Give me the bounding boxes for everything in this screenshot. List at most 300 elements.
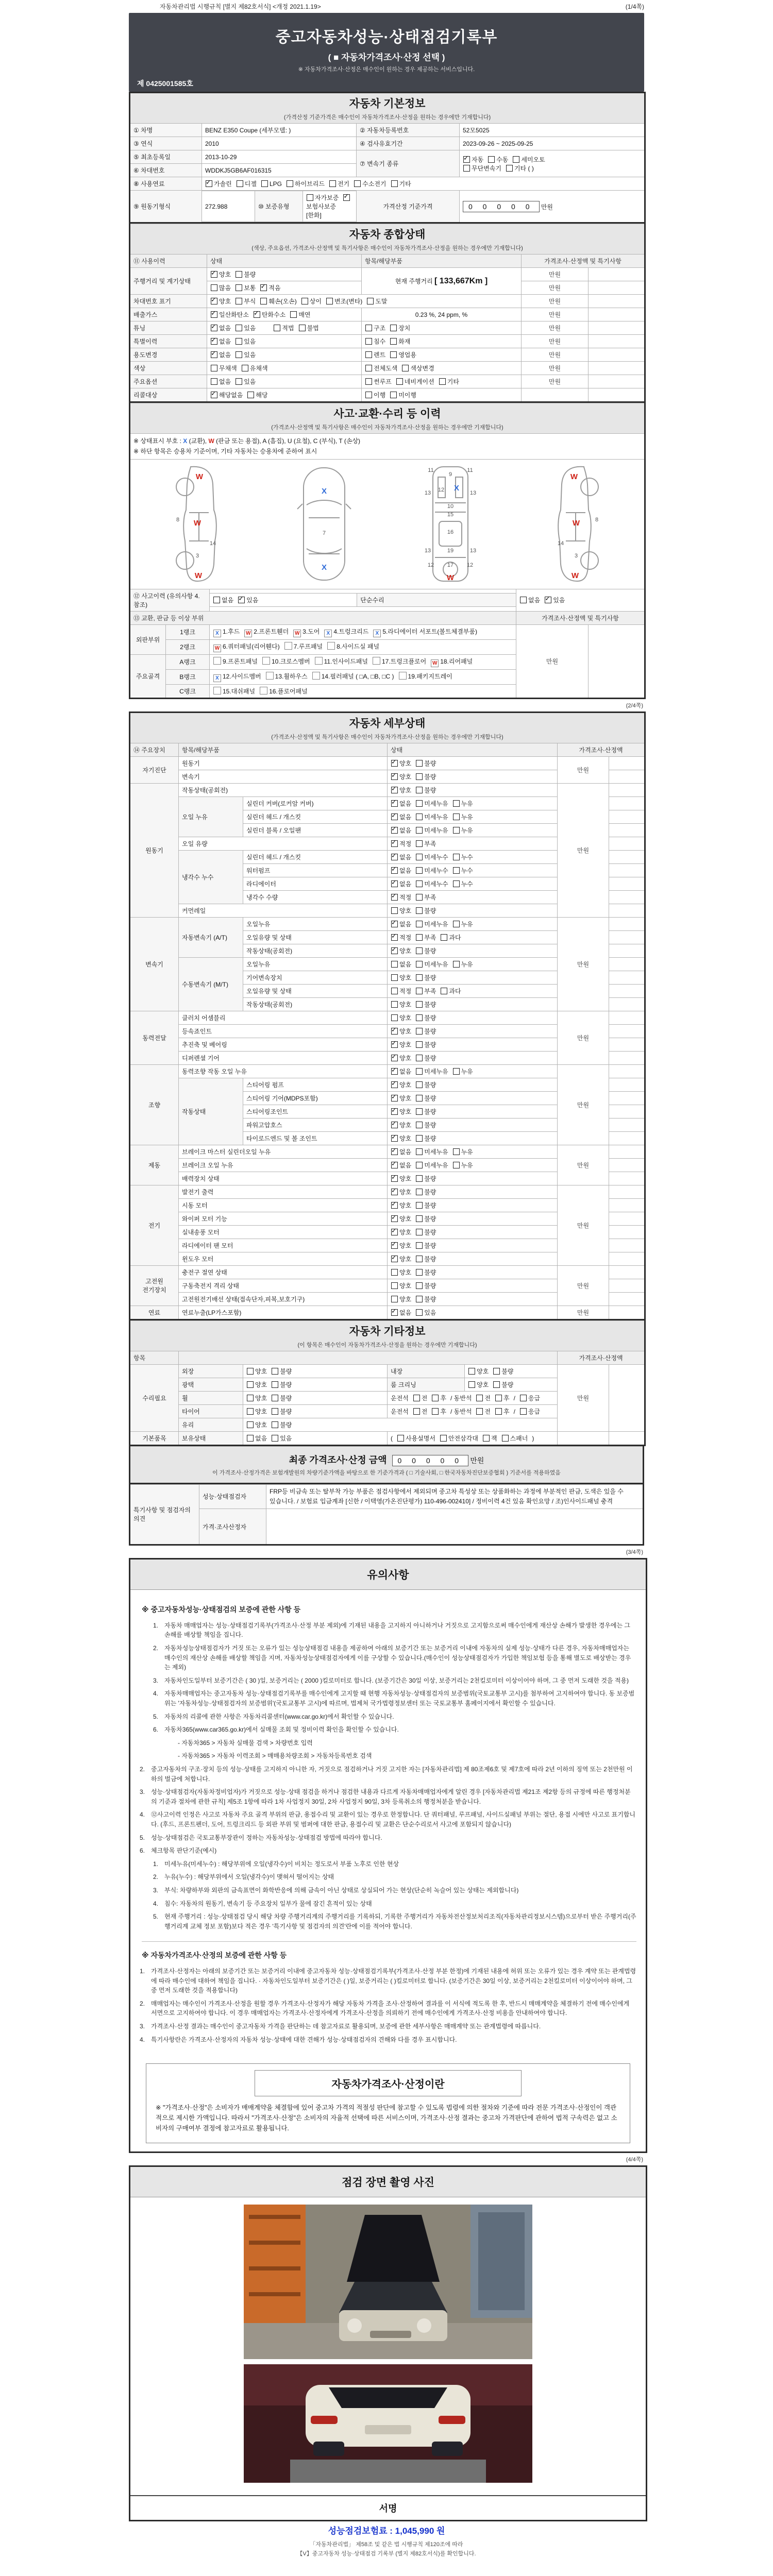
checkbox[interactable]	[391, 1095, 398, 1101]
item-label: 디퍼렌셜 기어	[179, 1051, 388, 1064]
checkbox[interactable]	[236, 378, 242, 385]
checkbox[interactable]	[416, 921, 423, 927]
checkbox[interactable]	[391, 894, 398, 901]
checkbox[interactable]	[391, 787, 398, 793]
checkbox[interactable]	[391, 800, 398, 807]
checkbox[interactable]	[416, 1282, 423, 1289]
diagram-mark-W: W	[195, 571, 203, 580]
part-label: 2.프론트휀더	[254, 628, 289, 635]
part-mark-X[interactable]: X	[373, 630, 381, 637]
item-label: 타이로드엔드 및 볼 조인트	[243, 1131, 388, 1145]
diagram-mark-7: 7	[323, 530, 326, 536]
part-mark-empty[interactable]	[266, 672, 274, 680]
checkbox[interactable]	[247, 1435, 254, 1442]
checkbox[interactable]	[391, 961, 398, 968]
diagram-mark-W: W	[571, 571, 579, 580]
checkbox[interactable]	[416, 1135, 423, 1142]
checkbox[interactable]	[468, 1368, 475, 1375]
checkbox[interactable]	[247, 1408, 254, 1415]
checkbox[interactable]	[365, 325, 372, 331]
state-cell	[388, 1064, 558, 1078]
checkbox[interactable]	[397, 1435, 404, 1442]
checkbox[interactable]	[439, 378, 446, 385]
engine-type-value: 272.988	[202, 191, 255, 222]
item-cell	[362, 388, 522, 402]
engine-type-label: ⑨ 원동기형식	[130, 191, 202, 223]
checkbox[interactable]	[391, 1014, 398, 1021]
state-a	[243, 1404, 388, 1418]
checkbox[interactable]	[416, 934, 423, 941]
checkbox-label: 누유	[461, 920, 473, 928]
checkbox[interactable]	[211, 311, 217, 318]
part-mark-W[interactable]: W	[213, 645, 221, 652]
extra-tokens	[388, 1404, 558, 1418]
state-cell	[388, 1172, 558, 1185]
car-diagrams	[130, 460, 644, 589]
checkbox[interactable]	[495, 1408, 502, 1415]
checkbox[interactable]	[391, 1148, 398, 1155]
checkbox[interactable]	[236, 351, 242, 358]
checkbox[interactable]	[391, 867, 398, 874]
checkbox-label: 없음	[399, 960, 412, 968]
checkbox[interactable]	[211, 271, 217, 278]
item-label: 워터펌프	[243, 863, 388, 877]
checkbox[interactable]	[416, 867, 423, 874]
checkbox[interactable]	[272, 1368, 278, 1375]
checkbox[interactable]	[365, 392, 372, 398]
checkbox[interactable]	[432, 1408, 439, 1415]
checkbox[interactable]	[416, 988, 423, 994]
checkbox[interactable]	[493, 1381, 500, 1388]
price-cell: 만원	[522, 281, 589, 295]
checkbox[interactable]	[261, 180, 268, 187]
checkbox[interactable]	[416, 1148, 423, 1155]
part-mark-empty[interactable]	[312, 672, 320, 680]
checkbox-label: 미세누수	[424, 867, 448, 874]
part-mark-empty[interactable]	[327, 642, 335, 650]
checkbox[interactable]	[274, 325, 280, 331]
checkbox[interactable]	[520, 1395, 527, 1401]
checkbox[interactable]	[391, 974, 398, 981]
checkbox[interactable]	[391, 1269, 398, 1276]
state-cell	[388, 756, 558, 770]
checkbox-label: 양호	[399, 1054, 412, 1062]
price-cell: 만원	[558, 1185, 609, 1265]
checkbox[interactable]	[272, 1435, 278, 1442]
part-mark-empty[interactable]	[260, 687, 267, 694]
checkbox-label: 불량	[424, 1027, 436, 1035]
checkbox[interactable]	[365, 338, 372, 345]
checkbox[interactable]	[476, 1395, 483, 1401]
item-label: 라디에이터	[243, 877, 388, 890]
checkbox[interactable]	[236, 298, 242, 304]
checkbox[interactable]	[416, 1014, 423, 1021]
checkbox[interactable]	[402, 365, 409, 371]
checkbox[interactable]	[416, 800, 423, 807]
checkbox[interactable]	[272, 1395, 278, 1401]
checkbox[interactable]	[416, 827, 423, 834]
state-cell	[388, 810, 558, 823]
checkbox[interactable]	[416, 1309, 423, 1316]
checkbox[interactable]	[416, 787, 423, 793]
checkbox[interactable]	[502, 1435, 509, 1442]
checkbox[interactable]	[391, 1309, 398, 1316]
checkbox[interactable]	[488, 156, 495, 163]
checkbox[interactable]	[211, 392, 217, 398]
checkbox[interactable]	[391, 934, 398, 941]
checkbox[interactable]	[413, 1395, 420, 1401]
checkbox[interactable]	[238, 597, 245, 603]
checkbox-label: 미세누수	[424, 880, 448, 888]
checkbox[interactable]	[391, 1242, 398, 1249]
checkbox-label: 양호	[399, 1001, 412, 1008]
checkbox-label: 적정	[399, 893, 412, 901]
part-mark-X[interactable]: X	[213, 630, 221, 637]
checkbox[interactable]	[391, 1108, 398, 1115]
part-mark-W[interactable]: W	[431, 659, 439, 667]
checkbox[interactable]	[416, 974, 423, 981]
checkbox[interactable]	[290, 311, 297, 318]
comprehensive-row	[130, 308, 645, 321]
row-label: 튜닝	[130, 321, 207, 335]
checkbox-label: 없음	[219, 338, 231, 345]
checkbox[interactable]	[416, 1229, 423, 1235]
part-mark-empty[interactable]	[213, 687, 221, 694]
checkbox[interactable]	[211, 325, 217, 331]
checkbox[interactable]	[453, 1148, 460, 1155]
checkbox[interactable]	[391, 1041, 398, 1048]
checkbox[interactable]	[391, 1081, 398, 1088]
checkbox[interactable]	[520, 1408, 527, 1415]
checkbox[interactable]	[483, 1435, 490, 1442]
checkbox-label: 양호	[399, 1081, 412, 1089]
checkbox[interactable]	[391, 1189, 398, 1195]
item-label: 파워고압호스	[243, 1118, 388, 1131]
checkbox[interactable]	[476, 1408, 483, 1415]
checkbox[interactable]	[545, 597, 551, 603]
sub-label-2: 룸 크리닝	[388, 1378, 465, 1391]
checkbox-label: 부족	[424, 934, 436, 941]
checkbox[interactable]	[432, 1395, 439, 1401]
checkbox[interactable]	[365, 378, 372, 385]
part-mark-X[interactable]: X	[213, 674, 221, 682]
price-cell: 만원	[558, 1306, 609, 1319]
checkbox-label: 양호	[399, 1201, 412, 1209]
checkbox[interactable]	[416, 1068, 423, 1075]
note-cell	[589, 281, 645, 295]
checkbox-label: 양호	[219, 298, 231, 305]
checkbox[interactable]	[247, 1381, 254, 1388]
diagram-legend: ※ 상태표시 부호 : X (교환), W (판금 또는 용접), A (흠집), U (요철), C (부식), T (손상) ※ 하단 항목은 승용차 기준이며, 기타 자동차는 승용차에 준하여 표시	[130, 434, 645, 460]
part-mark-empty[interactable]	[315, 657, 323, 665]
checkbox[interactable]	[211, 378, 217, 385]
checkbox[interactable]	[307, 194, 313, 201]
checkbox[interactable]	[416, 894, 423, 901]
notice-item: 3. 부식: 차량하부와 외판의 금속표면이 화학반응에 의해 금속이 아닌 상태로 상실되어 가는 현상(단순히 녹슬어 있는 상태는 제외합니다)	[153, 1886, 519, 1894]
checkbox[interactable]	[495, 1395, 502, 1401]
checkbox[interactable]	[391, 773, 398, 780]
item-label: 동력조향 작동 오일 누유	[179, 1064, 388, 1078]
state-cell	[388, 1279, 558, 1292]
checkbox[interactable]	[416, 1081, 423, 1088]
checkbox[interactable]	[391, 1162, 398, 1168]
checkbox-label: 부족	[424, 893, 436, 901]
checkbox[interactable]	[326, 298, 333, 304]
checkbox[interactable]	[391, 1055, 398, 1061]
checkbox[interactable]	[416, 907, 423, 914]
other-row	[130, 1431, 645, 1445]
state-cell	[388, 1038, 558, 1051]
checkbox[interactable]	[237, 180, 243, 187]
checkbox-label: 전체도색	[374, 365, 398, 372]
checkbox[interactable]	[416, 814, 423, 820]
checkbox[interactable]	[416, 1215, 423, 1222]
checkbox[interactable]	[391, 180, 398, 187]
checkbox[interactable]	[391, 814, 398, 820]
checkbox[interactable]	[391, 1296, 398, 1302]
checkbox[interactable]	[520, 597, 527, 603]
checkbox[interactable]	[416, 1108, 423, 1115]
checkbox[interactable]	[413, 1408, 420, 1415]
checkbox[interactable]	[391, 907, 398, 914]
checkbox[interactable]	[391, 988, 398, 994]
checkbox[interactable]	[211, 284, 217, 291]
checkbox[interactable]	[416, 1162, 423, 1168]
checkbox[interactable]	[391, 947, 398, 954]
checkbox[interactable]	[416, 1189, 423, 1195]
checkbox[interactable]	[416, 1001, 423, 1008]
part-mark-W[interactable]: W	[244, 630, 252, 637]
checkbox-label: 양호	[399, 1215, 412, 1223]
checkbox[interactable]	[206, 180, 212, 187]
checkbox[interactable]	[453, 827, 460, 834]
checkbox-label: 있음	[244, 325, 256, 332]
checkbox[interactable]	[416, 854, 423, 860]
checkbox-label: 불량	[501, 1367, 514, 1375]
checkbox[interactable]	[391, 1282, 398, 1289]
checkbox[interactable]	[236, 271, 242, 278]
diagram-mark-13: 13	[469, 547, 476, 554]
checkbox[interactable]	[354, 180, 361, 187]
notice-item: 5. 자동차의 리콜에 관한 사항은 자동차리콜센터(www.car.go.kr)에서 확인할 수 있습니다.	[153, 1713, 394, 1720]
checkbox[interactable]	[272, 1421, 278, 1428]
checkbox[interactable]	[272, 1381, 278, 1388]
state-cell	[388, 1091, 558, 1105]
checkbox-label: 응급	[528, 1394, 541, 1402]
notice-item: 2. 중고자동차의 구조·장치 등의 성능·상태를 고지하지 아니한 자, 거짓으로 점검하거나 거짓 고지한 자는 [자동차관리법] 제 80조제6호 및 제7호에 따라 2년 이하의 징역 또는 2천만원 이하의 벌금에 처합니다.	[140, 1765, 633, 1783]
parts-cell	[210, 669, 516, 684]
part-mark-empty[interactable]	[213, 657, 221, 665]
checkbox[interactable]	[391, 1215, 398, 1222]
checkbox[interactable]	[506, 165, 513, 172]
checkbox[interactable]	[416, 1055, 423, 1061]
checkbox[interactable]	[301, 298, 308, 304]
detail-title: 자동차 세부상태	[349, 717, 426, 730]
comprehensive-row	[130, 321, 645, 335]
checkbox[interactable]	[391, 1068, 398, 1075]
checkbox[interactable]	[236, 338, 242, 345]
note-cell	[589, 308, 645, 321]
checkbox[interactable]	[391, 921, 398, 927]
item-label: 구동축전지 격리 상태	[179, 1279, 388, 1292]
part-mark-empty[interactable]	[399, 672, 407, 680]
checkbox[interactable]	[453, 800, 460, 807]
checkbox[interactable]	[453, 921, 460, 927]
checkbox[interactable]	[391, 1001, 398, 1008]
note-cell	[609, 1185, 645, 1198]
checkbox[interactable]	[453, 814, 460, 820]
checkbox[interactable]	[211, 338, 217, 345]
checkbox[interactable]	[513, 156, 519, 163]
checkbox[interactable]	[365, 365, 372, 371]
notice-item: 3. 성능·상태점검자(자동차정비업자)가 거짓으로 성능·상태 점검을 하거나 점검한 내용과 다르게 자동차매매업자에게 알린 경우 [자동차관리법 제21조 제2항 등의 규정에 따른 행정처분의 기준과 절차에 관한 규칙] 제5조 1항에 따라 1차 사업정지 30일, 2차 사업정지 90일, 3차 등록취소의 행정처분을 받습니다.	[140, 1788, 631, 1805]
checkbox[interactable]	[391, 760, 398, 767]
checkbox[interactable]	[260, 298, 267, 304]
part-mark-empty[interactable]	[284, 642, 292, 650]
checkbox[interactable]	[390, 351, 397, 358]
checkbox[interactable]	[390, 338, 397, 345]
part-mark-empty[interactable]	[373, 657, 380, 665]
checkbox[interactable]	[391, 827, 398, 834]
checkbox[interactable]	[493, 1368, 500, 1375]
checkbox[interactable]	[365, 351, 372, 358]
checkbox[interactable]	[416, 1296, 423, 1302]
checkbox[interactable]	[453, 867, 460, 874]
checkbox[interactable]	[391, 1135, 398, 1142]
checkbox[interactable]	[260, 284, 267, 291]
checkbox[interactable]	[416, 1122, 423, 1128]
checkbox[interactable]	[453, 1068, 460, 1075]
checkbox[interactable]	[211, 351, 217, 358]
notice-title: 유의사항	[130, 1560, 646, 1590]
checkbox[interactable]	[213, 597, 220, 603]
checkbox[interactable]	[242, 365, 248, 371]
checkbox[interactable]	[391, 1256, 398, 1262]
price-cell: 만원	[558, 917, 609, 1011]
checkbox[interactable]	[416, 1242, 423, 1249]
part-mark-empty[interactable]	[262, 657, 270, 665]
checkbox[interactable]	[211, 298, 217, 304]
checkbox[interactable]	[367, 298, 374, 304]
checkbox-label: 기타 ( )	[514, 164, 534, 172]
checkbox[interactable]	[343, 194, 350, 201]
footer-line-2: 【V】중고자동차 성능·상태점검 기록부 (별지 제82호서식)를 확인합니다.	[297, 2550, 476, 2557]
checkbox[interactable]	[299, 325, 306, 331]
rank-price-head: 가격조사·산정액 및 특기사항	[516, 611, 645, 624]
state-cell	[388, 1131, 558, 1145]
checkbox-label: 썬루프	[374, 378, 392, 385]
checkbox[interactable]	[416, 760, 423, 767]
checkbox[interactable]	[391, 854, 398, 860]
checkbox[interactable]	[287, 180, 293, 187]
checkbox[interactable]	[453, 961, 460, 968]
checkbox[interactable]	[247, 1421, 254, 1428]
checkbox[interactable]	[396, 378, 403, 385]
checkbox-label: 양호	[255, 1421, 267, 1429]
checkbox[interactable]	[247, 1395, 254, 1401]
checkbox[interactable]	[453, 854, 460, 860]
part-mark-X[interactable]: X	[324, 630, 332, 637]
checkbox[interactable]	[441, 934, 447, 941]
checkbox[interactable]	[236, 325, 242, 331]
note-cell	[589, 348, 645, 362]
note-cell	[609, 1306, 645, 1319]
checkbox-label: 유채색	[249, 365, 268, 372]
checkbox[interactable]	[390, 325, 397, 331]
checkbox-label: 변조(변타)	[334, 298, 363, 305]
checkbox[interactable]	[329, 180, 336, 187]
checkbox[interactable]	[416, 840, 423, 847]
checkbox[interactable]	[236, 284, 242, 291]
checkbox[interactable]	[211, 365, 217, 371]
checkbox[interactable]	[416, 947, 423, 954]
checkbox[interactable]	[416, 773, 423, 780]
price-survey-definition-box	[146, 2063, 630, 2143]
photo-section-title: 점검 장면 촬영 사진	[130, 2167, 646, 2197]
detail-table	[129, 711, 646, 1320]
part-label: 15.대쉬패널	[223, 687, 256, 695]
checkbox[interactable]	[463, 165, 470, 172]
checkbox-label: 불량	[280, 1408, 292, 1415]
checkbox[interactable]	[391, 840, 398, 847]
checkbox[interactable]	[416, 1202, 423, 1209]
checkbox[interactable]	[453, 1162, 460, 1168]
item-label: 작동상태(공회전)	[243, 944, 388, 957]
checkbox-label: 상이	[309, 298, 322, 305]
checkbox[interactable]	[272, 1408, 278, 1415]
photo-section	[129, 2165, 647, 2521]
note-cell	[609, 1131, 645, 1145]
checkbox[interactable]	[391, 1122, 398, 1128]
part-mark-W[interactable]: W	[293, 630, 301, 637]
item-label: 냉각수 수량	[243, 890, 388, 904]
item-label: 추진축 및 베어링	[179, 1038, 388, 1051]
checkbox[interactable]	[416, 880, 423, 887]
checkbox-label: 미세누유	[424, 1067, 448, 1075]
checkbox[interactable]	[416, 1269, 423, 1276]
checkbox[interactable]	[391, 1028, 398, 1035]
accident-title: 사고·교환·수리 등 이력	[333, 408, 441, 420]
checkbox[interactable]	[416, 1028, 423, 1035]
checkbox[interactable]	[416, 1095, 423, 1101]
price-cell: 만원	[558, 783, 609, 917]
checkbox[interactable]	[416, 961, 423, 968]
checkbox[interactable]	[247, 392, 254, 398]
checkbox[interactable]	[441, 988, 447, 994]
checkbox[interactable]	[416, 1041, 423, 1048]
checkbox[interactable]	[468, 1381, 475, 1388]
checkbox[interactable]	[391, 880, 398, 887]
part-label: 6.쿼터패널(리어휀다)	[223, 642, 280, 650]
checkbox[interactable]	[453, 880, 460, 887]
checkbox[interactable]	[391, 1229, 398, 1235]
checkbox[interactable]	[391, 1202, 398, 1209]
notice-item: 1. 자동차 매매업자는 성능·상태점검기록부(가격조사·산정 부분 제외)에 기재된 내용을 고지하지 아니하거나 거짓으로 고지함으로써 매수인에게 재산상 손해가 발생한 경우에는 그 손해를 배상할 책임을 집니다.	[153, 1621, 630, 1639]
checkbox[interactable]	[254, 311, 260, 318]
checkbox[interactable]	[390, 392, 397, 398]
checkbox[interactable]	[247, 1368, 254, 1375]
checkbox[interactable]	[416, 1256, 423, 1262]
checkbox[interactable]	[463, 156, 470, 163]
checkbox[interactable]	[391, 1175, 398, 1182]
checkbox[interactable]	[440, 1435, 447, 1442]
checkbox[interactable]	[416, 1175, 423, 1182]
diagram-mark-W: W	[194, 518, 201, 528]
checkbox-label: 없음	[219, 351, 231, 359]
checkbox-label: 불법	[307, 325, 319, 332]
checkbox-label: 미세누유	[424, 960, 448, 968]
final-price-value: 0 0 0 0 0	[392, 1455, 469, 1466]
